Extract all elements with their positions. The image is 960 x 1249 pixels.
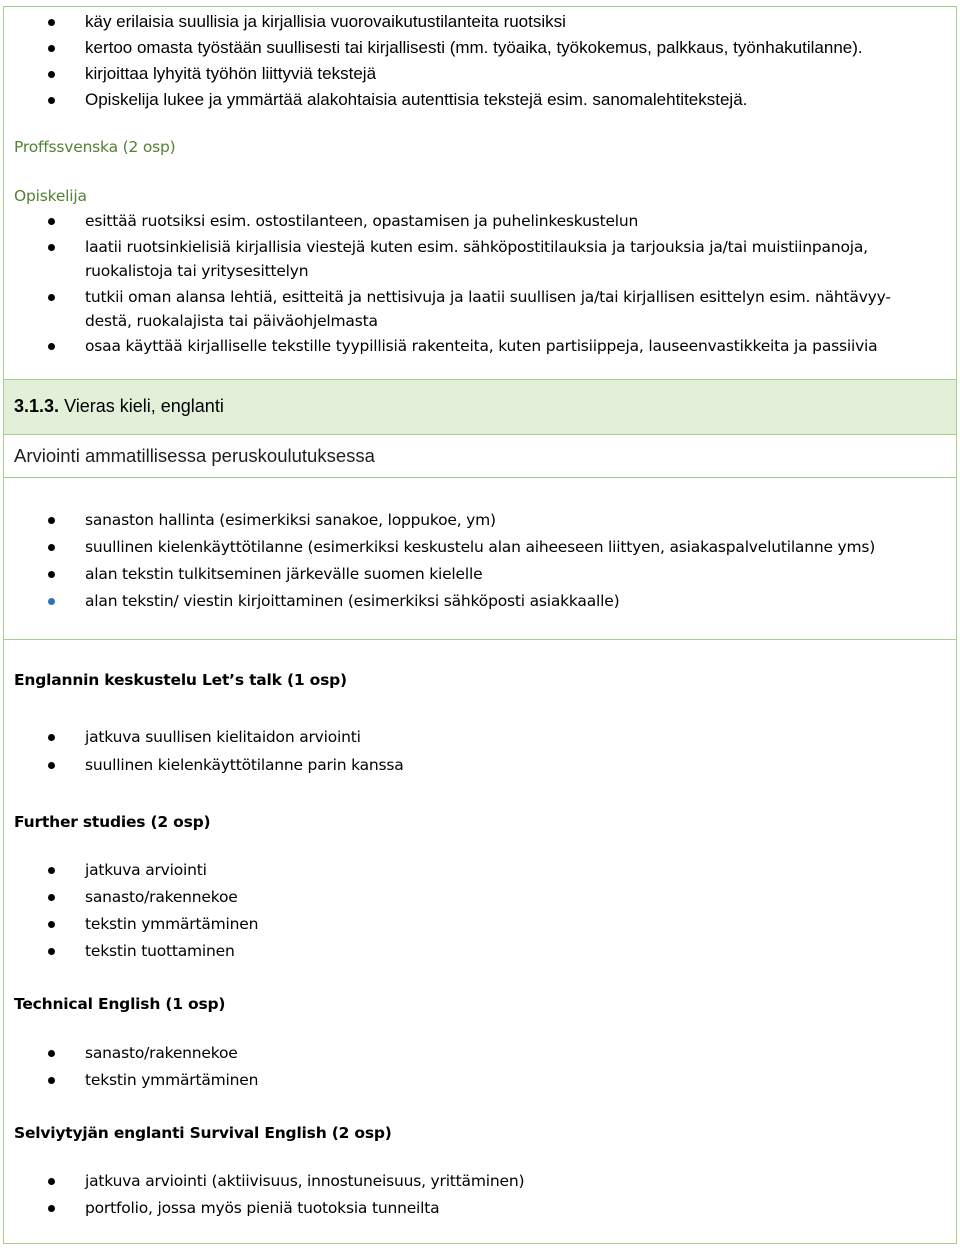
section-name: Vieras kieli, englanti [64,396,224,416]
bullet-icon [48,571,55,578]
bullet-icon [48,1050,55,1057]
assessment-cell: sanaston hallinta (esimerkiksi sanakoe, loppukoe, ym) suullinen kielenkäyttötilanne (esimerkiksi keskustelu alan aiheeseen liittyen, asiakaspalvelutilanne yms) alan tekstin tulkitseminen järkevälle suomen kielelle alan tekstin/ viestin kirjoittaminen (esimerkiksi sähköposti asiakkaalle) [3,478,957,640]
swedish-objectives-cell: käy erilaisia suullisia ja kirjallisia vuorovaikutustilanteita ruotsiksi kertoo omasta työstään suullisesti tai kirjallisesti (mm. työaika, työkokemus, palkkaus, työnhakutilanne). kirjoittaa lyhyitä työhön liittyviä tekstejä Opiskelija lukee ja ymmärtää alakohtaisia autenttisia tekstejä esim. sanomalehtitekstejä. Proffssvenska (2 osp) Opiskelija esittää ruotsiksi esim. ostostilanteen, opastamisen ja puhelinkeskustelun laatii ruotsinkielisiä kirjallisia viestejä kuten esim. sähköpostitilauksia ja tarjouksia ja/tai muistiinpanoja, ruokalistoja tai yritysesittelyn tutkii oman alansa lehtiä, esitteitä ja nettisivuja ja laatii suullisen ja/tai kirjallisen esittelyn esim. nähtävyy- destä, ruokalajista tai päiväohjelmasta osaa käyttää kirjalliselle tekstille tyypillisiä rakenteita, kuten partisiippeja, lauseenvastikkeita ja passiivia [3,6,957,380]
bullet-icon [48,1205,55,1212]
bullet-icon [48,1178,55,1185]
courses-cell: Englannin keskustelu Let’s talk (1 osp) jatkuva suullisen kielitaidon arviointi suullinen kielenkäyttötilanne parin kanssa Further studies (2 osp) jatkuva arviointi sanasto/rakennekoe tekstin ymmärtäminen tekstin tuottaminen Technical English (1 osp) sanasto/rakennekoe tekstin ymmärtäminen Selviytyjän englanti Survival English (2 osp) jatkuva arviointi (aktiivisuus, innostuneisuus, yrittäminen) portfolio, jossa myös pieniä tuotoksia tunneilta [3,640,957,1244]
section-number: 3.1.3. [14,396,60,416]
bullet-icon [48,948,55,955]
subtitle-cell: Arviointi ammatillisessa peruskoulutuksessa [3,435,957,478]
bullet-icon [48,218,55,225]
bullet-icon [48,244,55,251]
bullet-icon [48,544,55,551]
bullet-icon [48,867,55,874]
document-page [3,6,957,1244]
bullet-icon [48,517,55,524]
bullet-icon [48,343,55,350]
bullet-icon [48,921,55,928]
bullet-icon [48,734,55,741]
bullet-icon [48,45,55,52]
bullet-icon [48,1077,55,1084]
section-heading-cell [3,380,957,435]
bullet-icon [48,71,55,78]
bullet-icon [48,97,55,104]
bullet-icon [48,294,55,301]
bullet-icon [48,894,55,901]
bullet-icon [48,598,55,605]
bullet-icon [48,762,55,769]
bullet-icon [48,19,55,26]
